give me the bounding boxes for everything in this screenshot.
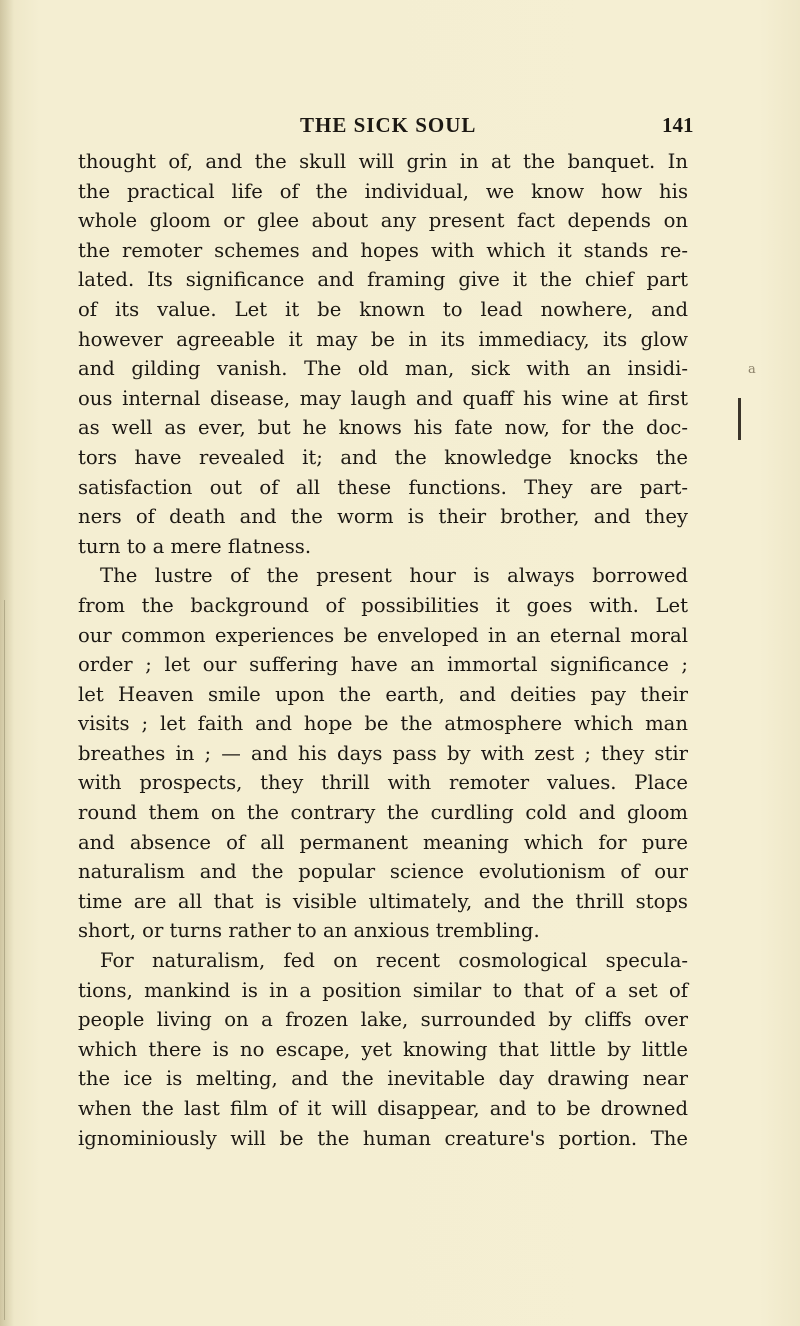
text-line: visits ; let faith and hope be the atmosphere which man [78, 712, 688, 736]
text-line: and absence of all permanent meaning which for pure [78, 830, 688, 854]
text-line: however agreeable it may be in its immediacy, its glow [78, 327, 688, 351]
text-line: our common experiences be enveloped in an eternal moral [78, 623, 688, 647]
text-line: tions, mankind is in a position similar to that of a set of [78, 978, 688, 1002]
text-line: the ice is melting, and the inevitable day drawing near [78, 1067, 688, 1091]
text-line: breathes in ; — and his days pass by with zest ; they stir [78, 741, 688, 765]
text-line: the practical life of the individual, we know how his [78, 179, 688, 203]
body-text [78, 147, 688, 1153]
text-line: which there is no escape, yet knowing that little by little [78, 1037, 688, 1061]
text-line: short, or turns rather to an anxious trembling. [78, 919, 540, 943]
margin-pencil-mark: a [748, 362, 756, 377]
page-edge-line [4, 600, 5, 1320]
running-head [0, 113, 800, 143]
text-line: For naturalism, fed on recent cosmological specula- [100, 949, 688, 973]
text-line: naturalism and the popular science evolutionism of our [78, 860, 688, 884]
text-line: and gilding vanish. The old man, sick with an insidi- [78, 357, 688, 381]
margin-pencil-bar [738, 398, 741, 440]
page-number: 141 [662, 113, 694, 137]
text-line: ignominiously will be the human creature's portion. The [78, 1126, 688, 1150]
text-line: ners of death and the worm is their brother, and they [78, 505, 688, 529]
running-title: THE SICK SOUL [300, 113, 477, 137]
text-line: The lustre of the present hour is always borrowed [100, 564, 688, 588]
text-line: time are all that is visible ultimately, and the thrill stops [78, 889, 688, 913]
text-line: whole gloom or glee about any present fact depends on [78, 209, 688, 233]
text-line: round them on the contrary the curdling cold and gloom [78, 801, 688, 825]
text-line: turn to a mere flatness. [78, 534, 312, 558]
text-line: tors have revealed it; and the knowledge knocks the [78, 445, 688, 469]
text-line: when the last film of it will disappear, and to be drowned [78, 1097, 688, 1120]
text-line: ous internal disease, may laugh and quaff his wine at first [78, 386, 688, 410]
text-line: satisfaction out of all these functions. They are part- [78, 475, 688, 499]
gutter-shadow [0, 0, 14, 1326]
text-line: people living on a frozen lake, surrounded by cliffs over [78, 1008, 688, 1032]
text-line: as well as ever, but he knows his fate now, for the doc- [78, 416, 688, 440]
text-line: the remoter schemes and hopes with which it stands re- [78, 238, 688, 262]
text-line: thought of, and the skull will grin in at the banquet. In [78, 150, 688, 173]
text-line: of its value. Let it be known to lead nowhere, and [78, 297, 688, 321]
text-line: with prospects, they thrill with remoter values. Place [78, 771, 688, 795]
text-line: from the background of possibilities it goes with. Let [78, 593, 688, 617]
text-line: lated. Its significance and framing give it the chief part [78, 268, 688, 292]
text-line: order ; let our suffering have an immortal significance ; [78, 653, 688, 677]
text-line: let Heaven smile upon the earth, and deities pay their [78, 682, 688, 706]
